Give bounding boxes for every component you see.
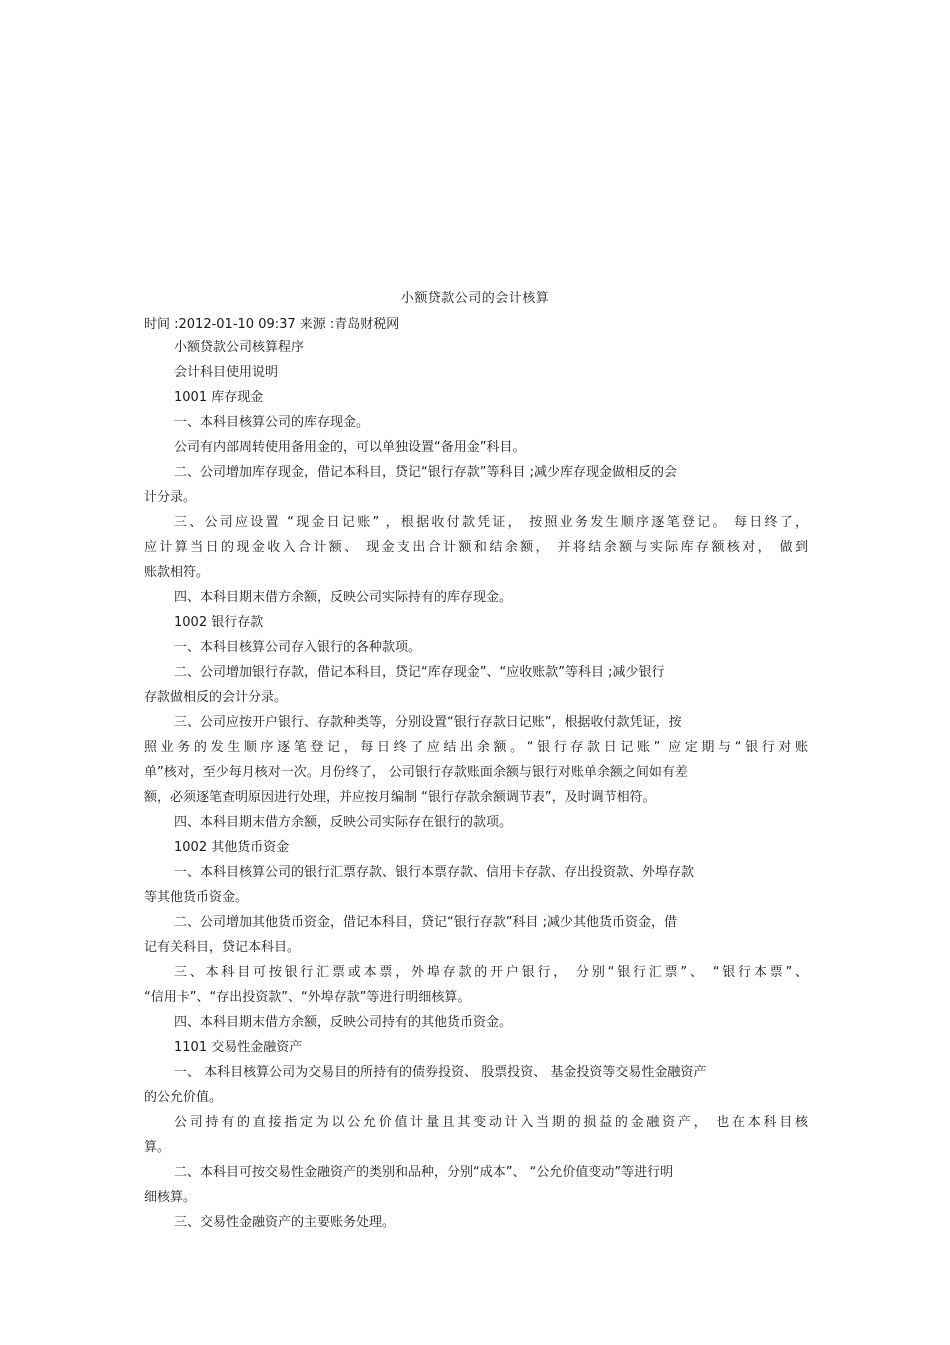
text-line: 四、本科目期末借方余额，反映公司持有的其他货币资金。 — [174, 1015, 513, 1030]
text-line: 二、公司增加其他货币资金，借记本科目，贷记“银行存款”科目 ;减少其他货币资金，借 — [174, 915, 677, 930]
text-line: 二、公司增加银行存款，借记本科目，贷记“库存现金”、“应收账款”等科目 ;减少银行 — [174, 665, 665, 680]
document-meta: 时间 :2012-01-10 09:37 来源 :青岛财税网 — [144, 317, 400, 332]
text-line: 计分录。 — [144, 490, 197, 505]
text-line: 一、本科目核算公司存入银行的各种款项。 — [174, 640, 422, 655]
text-line: 1001 库存现金 — [174, 390, 264, 405]
text-line: 三、交易性金融资产的主要账务处理。 — [174, 1215, 396, 1230]
text-line: 记有关科目，贷记本科目。 — [144, 940, 301, 955]
text-line: 细核算。 — [144, 1190, 197, 1205]
text-line: 额，必须逐笔查明原因进行处理，并应按月编制 “银行存款余额调节表”，及时调节相符。 — [144, 790, 656, 805]
text-line: 的公允价值。 — [144, 1090, 223, 1105]
text-line: 一、本科目核算公司的银行汇票存款、银行本票存款、信用卡存款、存出投资款、外埠存款 — [174, 865, 695, 880]
text-line: 1002 其他货币资金 — [174, 840, 290, 855]
text-line: 存款做相反的会计分录。 — [144, 690, 288, 705]
text-line: 照业务的发生顺序逐笔登记，每日终了应结出余额。“银行存款日记账” 应定期与“银行对账 — [144, 740, 808, 755]
text-line: 三、公司应按开户银行、存款种类等，分别设置“银行存款日记账”，根据收付款凭证，按 — [174, 715, 682, 730]
text-line: 四、本科目期末借方余额，反映公司实际存在银行的款项。 — [174, 815, 513, 830]
text-line: 等其他货币资金。 — [144, 890, 249, 905]
document-body — [144, 335, 808, 1235]
text-line: 四、本科目期末借方余额，反映公司实际持有的库存现金。 — [174, 590, 513, 605]
text-line: 单”核对，至少每月核对一次。月份终了， 公司银行存款账面余额与银行对账单余额之间如有差 — [144, 765, 688, 780]
text-line: 二、本科目可按交易性金融资产的类别和品种，分别“成本”、 “公允价值变动”等进行明 — [174, 1165, 674, 1180]
text-line: 会计科目使用说明 — [174, 365, 279, 380]
text-line: 三、公司应设置 “现金日记账” ，根据收付款凭证， 按照业务发生顺序逐笔登记。 每日终了， — [174, 515, 808, 530]
text-line: 小额贷款公司核算程序 — [174, 340, 305, 355]
text-line: 1002 银行存款 — [174, 615, 264, 630]
text-line: “信用卡”、“存出投资款”、“外埠存款”等进行明细核算。 — [144, 990, 471, 1005]
text-line: 算。 — [144, 1140, 171, 1155]
text-line: 三、本科目可按银行汇票或本票，外埠存款的开户银行， 分别“银行汇票”、 “银行本票”、 — [174, 965, 808, 980]
text-line: 二、公司增加库存现金，借记本科目，贷记“银行存款”等科目 ;减少库存现金做相反的会 — [174, 465, 677, 480]
text-line: 账款相符。 — [144, 565, 210, 580]
text-line: 公司有内部周转使用备用金的，可以单独设置“备用金”科目。 — [174, 440, 526, 455]
text-line: 1101 交易性金融资产 — [174, 1040, 303, 1055]
document-title: 小额贷款公司的会计核算 — [400, 291, 550, 306]
text-line: 一、本科目核算公司的库存现金。 — [174, 415, 370, 430]
text-line: 公司持有的直接指定为以公允价值计量且其变动计入当期的损益的金融资产， 也在本科目核 — [174, 1115, 808, 1130]
text-line: 一、 本科目核算公司为交易目的所持有的债券投资、 股票投资、 基金投资等交易性金融资产 — [174, 1065, 707, 1080]
text-line: 应计算当日的现金收入合计额、 现金支出合计额和结余额， 并将结余额与实际库存额核对， 做到 — [144, 540, 808, 555]
